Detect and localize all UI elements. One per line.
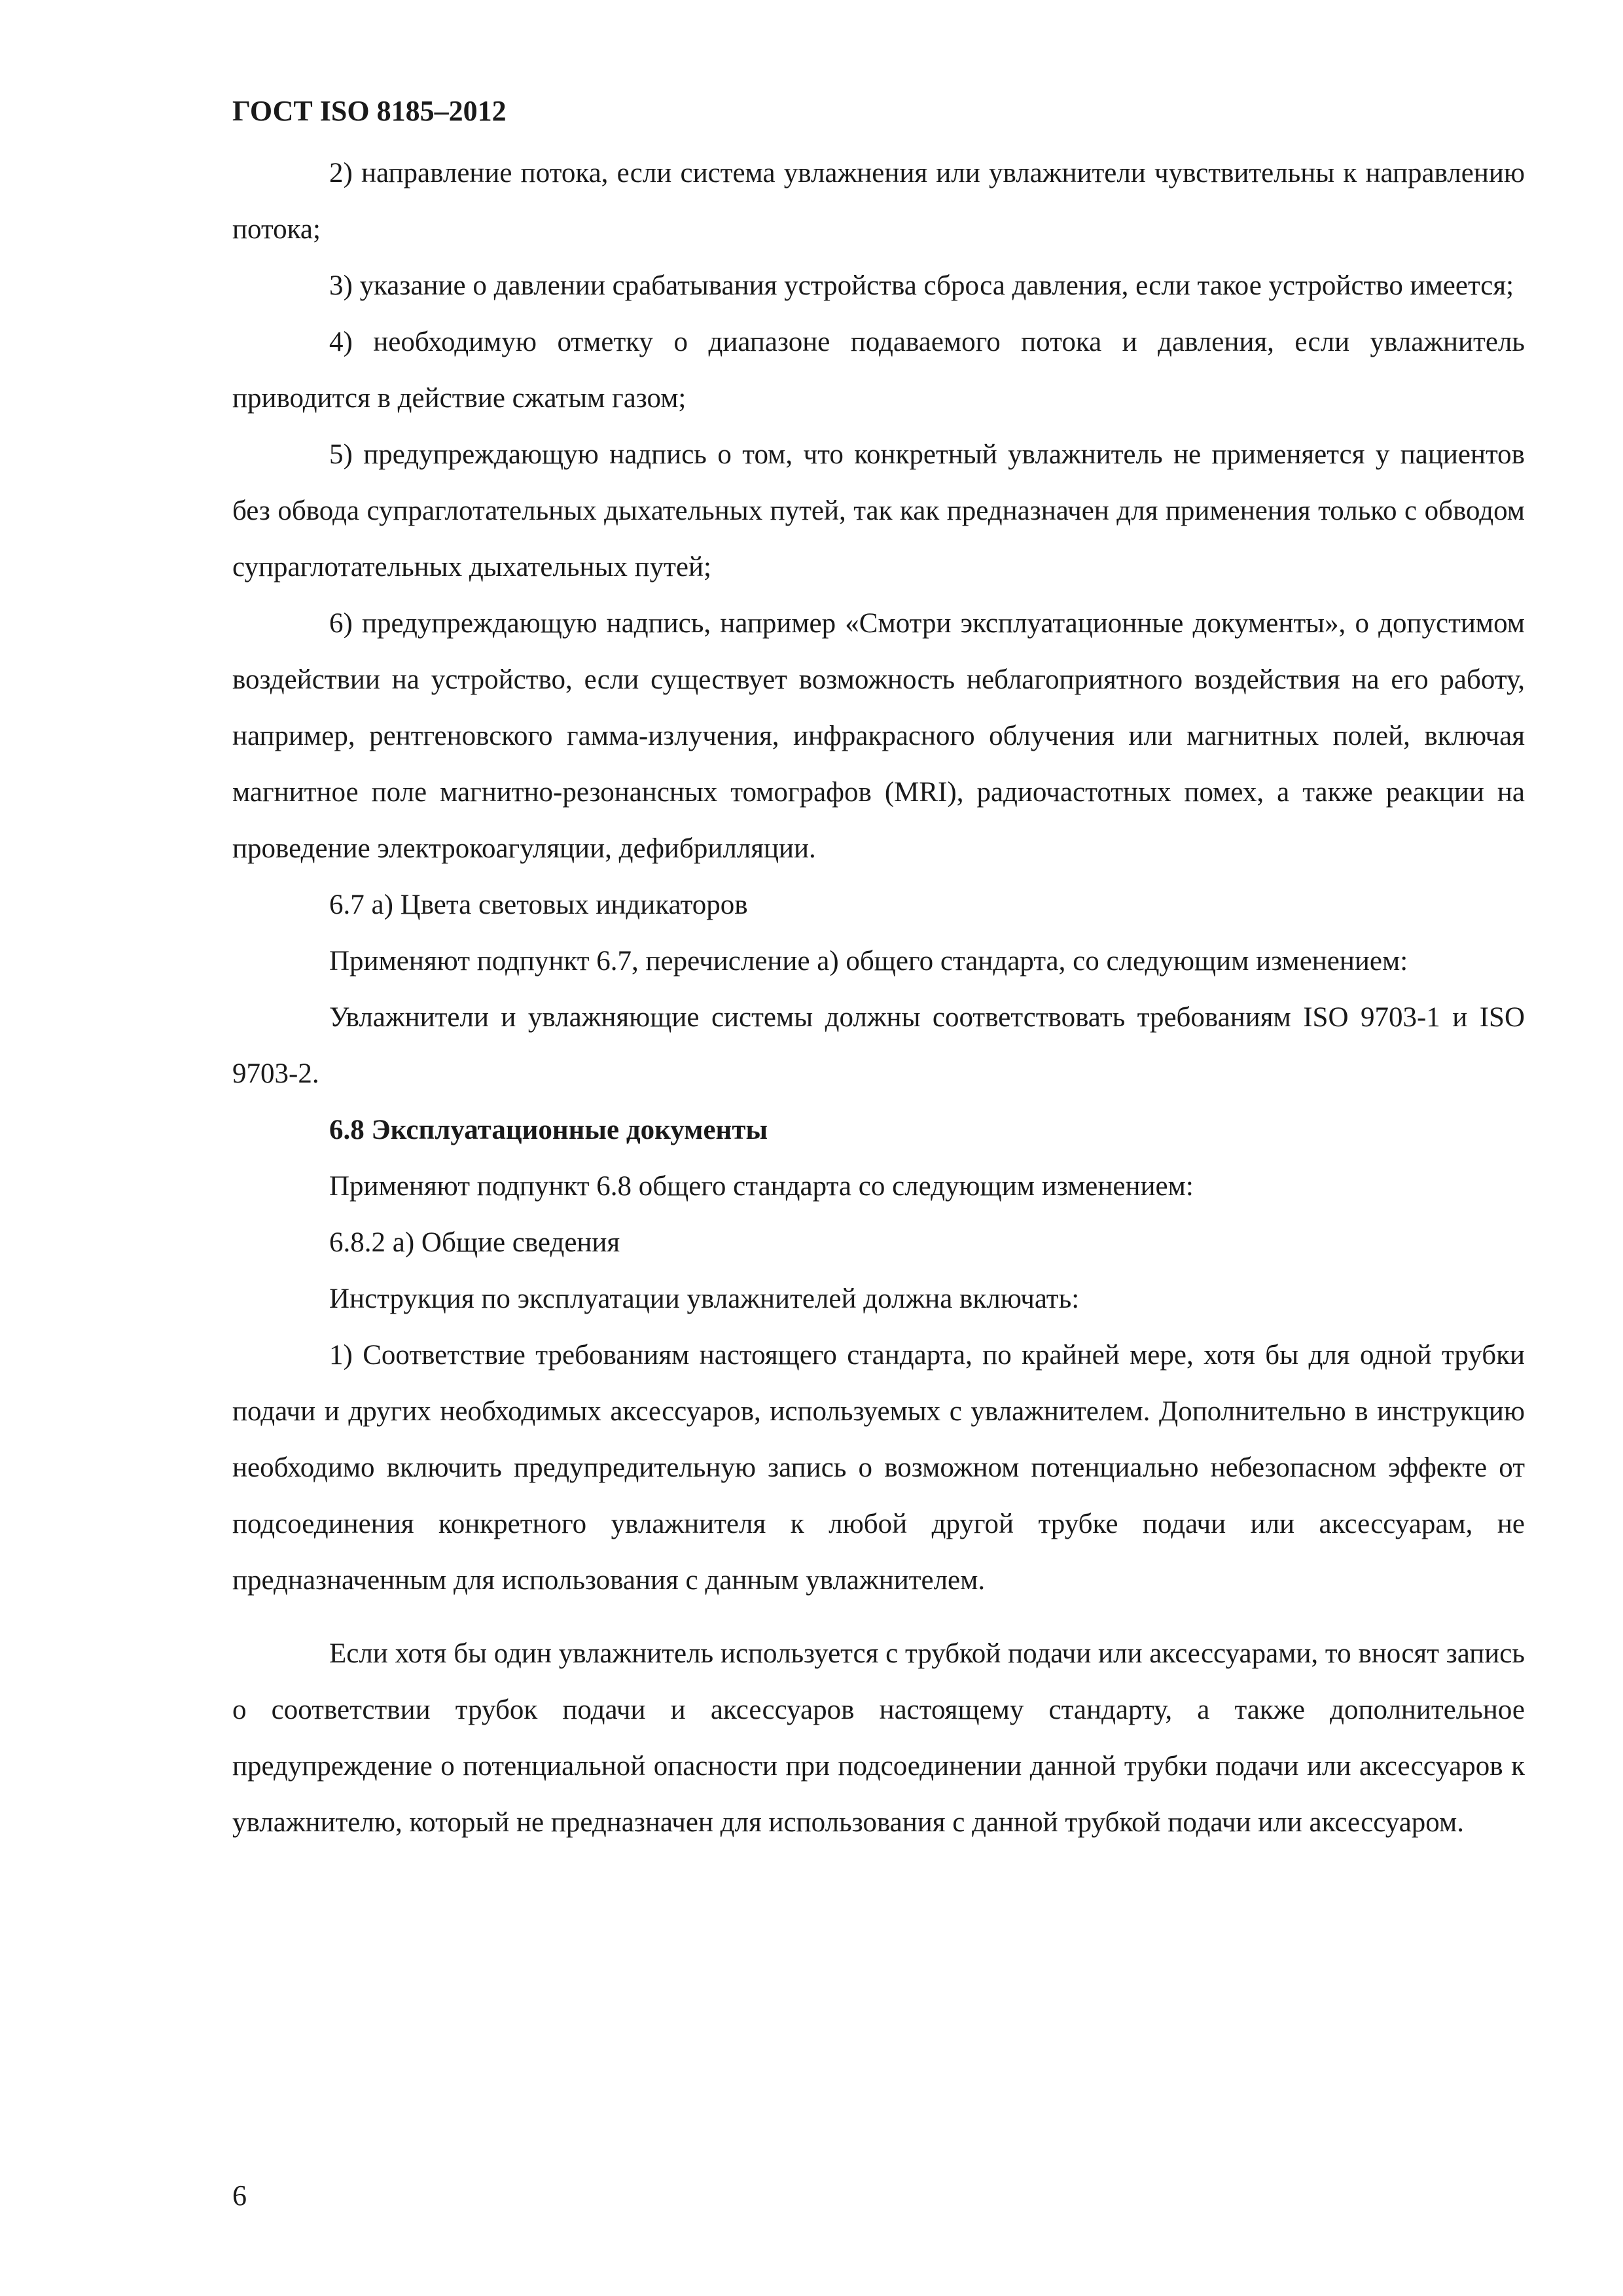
- list-item-4: 4) необходимую отметку о диапазоне подаваемого потока и давления, если увлажнитель приводится в действие сжатым газом;: [232, 327, 1525, 414]
- instruction-item-1: 1) Соответствие требованиям настоящего стандарта, по крайней мере, хотя бы для одной трубки подачи и других необходимых аксессуаров, используемых с увлажнителем. Дополнительно в инструкцию необходимо включить предупредительную запись о возможном потенциально небезопасном эффекте от подсоединения конкретного увлажнителя к любой другой трубке подачи или аксессуарам, не предназначенным для использования с данным увлажнителем.: [232, 1340, 1525, 1596]
- section-6-8-2-heading: 6.8.2 а) Общие сведения: [329, 1227, 620, 1258]
- list-item-6: 6) предупреждающую надпись, например «Смотри эксплуатационные документы», о допустимом воздействии на устройство, если существует возможность неблагоприятного воздействия на его работу, например, рентгеновского гамма-излучения, инфракрасного облучения или магнитных полей, включая магнитное поле магнитно-резонансных томографов (MRI), радиочастотных помех, а также реакции на проведение электрокоагуляции, дефибрилляции.: [232, 608, 1525, 864]
- list-item-2: 2) направление потока, если система увлажнения или увлажнители чувствительны к направлению потока;: [232, 158, 1525, 245]
- section-6-8-heading: 6.8 Эксплуатационные документы: [329, 1115, 768, 1145]
- instruction-intro: Инструкция по эксплуатации увлажнителей должна включать:: [329, 1283, 1080, 1314]
- list-item-3: 3) указание о давлении срабатывания устройства сброса давления, если такое устройство имеется;: [329, 270, 1514, 301]
- document-page: [232, 92, 1525, 1851]
- page-number: 6: [232, 2179, 247, 2212]
- section-6-7-heading: 6.7 а) Цвета световых индикаторов: [329, 889, 748, 920]
- standard-header: ГОСТ ISO 8185–2012: [232, 95, 507, 127]
- list-item-5: 5) предупреждающую надпись о том, что конкретный увлажнитель не применяется у пациентов без обвода супраглотательных дыхательных путей, так как предназначен для применения только с обводом супраглотательных дыхательных путей;: [232, 439, 1525, 583]
- section-6-7-requirement: Увлажнители и увлажняющие системы должны соответствовать требованиям ISO 9703-1 и ISO 9703-2.: [232, 1002, 1525, 1089]
- section-6-7-intro: Применяют подпункт 6.7, перечисление а) общего стандарта, со следующим изменением:: [329, 946, 1408, 977]
- closing-paragraph: Если хотя бы один увлажнитель используется с трубкой подачи или аксессуарами, то вносят запись о соответствии трубок подачи и аксессуаров настоящему стандарту, а также дополнительное предупреждение о потенциальной опасности при подсоединении данной трубки подачи или аксессуаров к увлажнителю, который не предназначен для использования с данной трубкой подачи или аксессуаром.: [232, 1638, 1525, 1838]
- section-6-8-intro: Применяют подпункт 6.8 общего стандарта со следующим изменением:: [329, 1171, 1194, 1202]
